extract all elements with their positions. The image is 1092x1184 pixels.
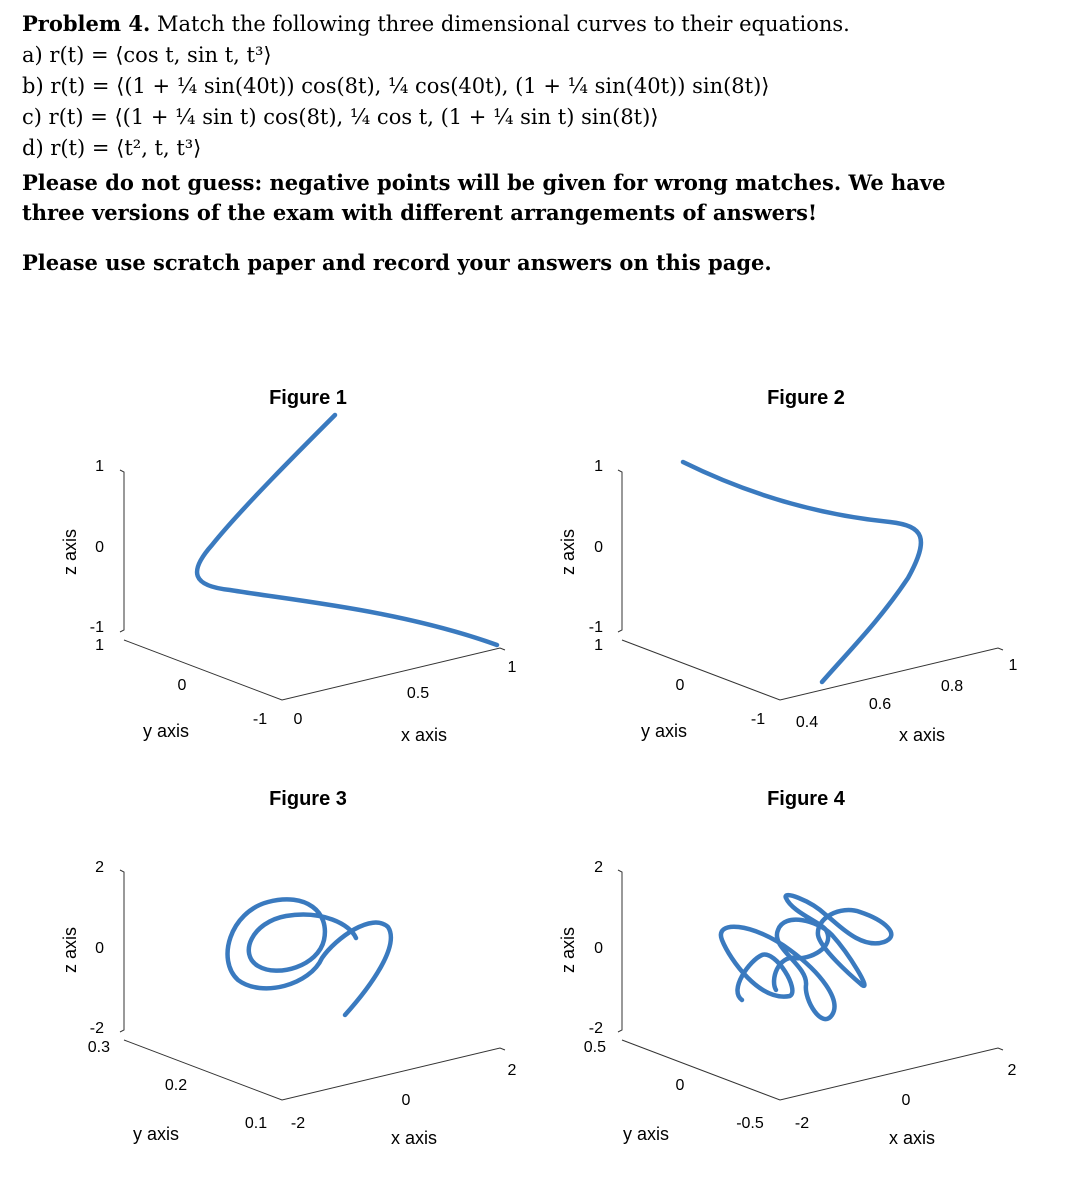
- z-axis-line: [618, 470, 622, 632]
- z-axis-label: z axis: [558, 926, 578, 974]
- x-tick: 0: [401, 1092, 411, 1109]
- z-axis-line: [618, 870, 622, 1032]
- y-tick: 1: [594, 637, 603, 654]
- equation-label: b): [22, 74, 44, 98]
- equation-label: c): [22, 105, 42, 129]
- x-axis-label: x axis: [400, 725, 448, 745]
- x-tick: 0.4: [795, 714, 819, 731]
- x-tick: 0.5: [406, 685, 430, 702]
- equation-text: r(t) = ⟨t², t, t³⟩: [50, 136, 202, 160]
- y-tick: 0.3: [87, 1039, 110, 1056]
- y-tick: 0.5: [583, 1039, 606, 1056]
- figure-3-curve: [228, 899, 391, 1015]
- figure-1-curve: [197, 415, 497, 645]
- x-axis-label: x axis: [898, 725, 946, 745]
- problem-instruction: Match the following three dimensional curves to their equations.: [157, 12, 850, 36]
- z-tick: 0: [594, 539, 603, 556]
- equation-text: r(t) = ⟨(1 + ¼ sin(40t)) cos(8t), ¼ cos(40t), (1 + ¼ sin(40t)) sin(8t)⟩: [50, 74, 770, 98]
- x-axis-label: x axis: [390, 1128, 438, 1148]
- figure-title: Figure 4: [767, 788, 845, 810]
- x-tick: 1: [1008, 657, 1018, 674]
- y-tick: 1: [95, 637, 104, 654]
- y-axis-label: y axis: [132, 1124, 180, 1144]
- x-tick: 2: [507, 1062, 517, 1079]
- equation-text: r(t) = ⟨cos t, sin t, t³⟩: [49, 43, 272, 67]
- y-tick: 0: [675, 1077, 685, 1094]
- x-tick: 0.8: [940, 678, 964, 695]
- y-tick: -0.5: [736, 1115, 764, 1132]
- equation-text: r(t) = ⟨(1 + ¼ sin t) cos(8t), ¼ cos t, (1 + ¼ sin t) sin(8t)⟩: [48, 105, 659, 129]
- z-axis-label: z axis: [60, 926, 80, 974]
- z-axis-line: [120, 870, 124, 1032]
- y-tick: 0.1: [244, 1115, 268, 1132]
- figure-2: [558, 387, 1018, 745]
- y-axis-label: y axis: [640, 721, 688, 741]
- x-tick: 0.6: [868, 696, 892, 713]
- warning-line-1: Please do not guess: negative points will be given for wrong matches. We have: [22, 170, 946, 195]
- x-tick: -2: [290, 1115, 306, 1132]
- z-axis-label: z axis: [60, 528, 80, 576]
- z-tick: -1: [588, 619, 603, 636]
- x-axis-label: x axis: [888, 1128, 936, 1148]
- z-tick: 1: [95, 458, 104, 475]
- x-tick: 0: [293, 711, 303, 728]
- z-tick: 2: [95, 859, 104, 876]
- warning-line-2: three versions of the exam with different arrangements of answers!: [22, 200, 818, 225]
- equation-label: a): [22, 43, 43, 67]
- equation-label: d): [22, 136, 44, 160]
- figure-4-curve: [721, 895, 891, 1019]
- z-tick: 2: [594, 859, 603, 876]
- y-axis-label: y axis: [622, 1124, 670, 1144]
- figure-2-curve: [683, 462, 921, 682]
- z-tick: 0: [95, 940, 104, 957]
- z-tick: -1: [89, 619, 104, 636]
- figure-4: [558, 788, 1017, 1148]
- figure-3: [60, 788, 517, 1148]
- z-tick: -2: [89, 1020, 104, 1037]
- z-axis-line: [120, 470, 124, 632]
- figure-1: [60, 387, 517, 745]
- y-tick: 0.2: [164, 1077, 188, 1094]
- y-tick: -1: [252, 711, 268, 728]
- y-axis-label: y axis: [142, 721, 190, 741]
- scratch-note: Please use scratch paper and record your answers on this page.: [22, 250, 772, 275]
- y-tick: -1: [750, 711, 766, 728]
- problem-heading: Problem 4.: [22, 11, 151, 36]
- z-tick: 0: [594, 940, 603, 957]
- x-tick: 1: [507, 659, 517, 676]
- y-tick: 0: [675, 677, 685, 694]
- figure-title: Figure 1: [269, 387, 347, 409]
- z-axis-label: z axis: [558, 528, 578, 576]
- x-tick: 0: [901, 1092, 911, 1109]
- x-tick: 2: [1007, 1062, 1017, 1079]
- z-tick: -2: [588, 1020, 603, 1037]
- figure-title: Figure 3: [269, 788, 347, 810]
- x-tick: -2: [794, 1115, 810, 1132]
- z-tick: 0: [95, 539, 104, 556]
- figure-title: Figure 2: [767, 387, 845, 409]
- y-tick: 0: [177, 677, 187, 694]
- z-tick: 1: [594, 458, 603, 475]
